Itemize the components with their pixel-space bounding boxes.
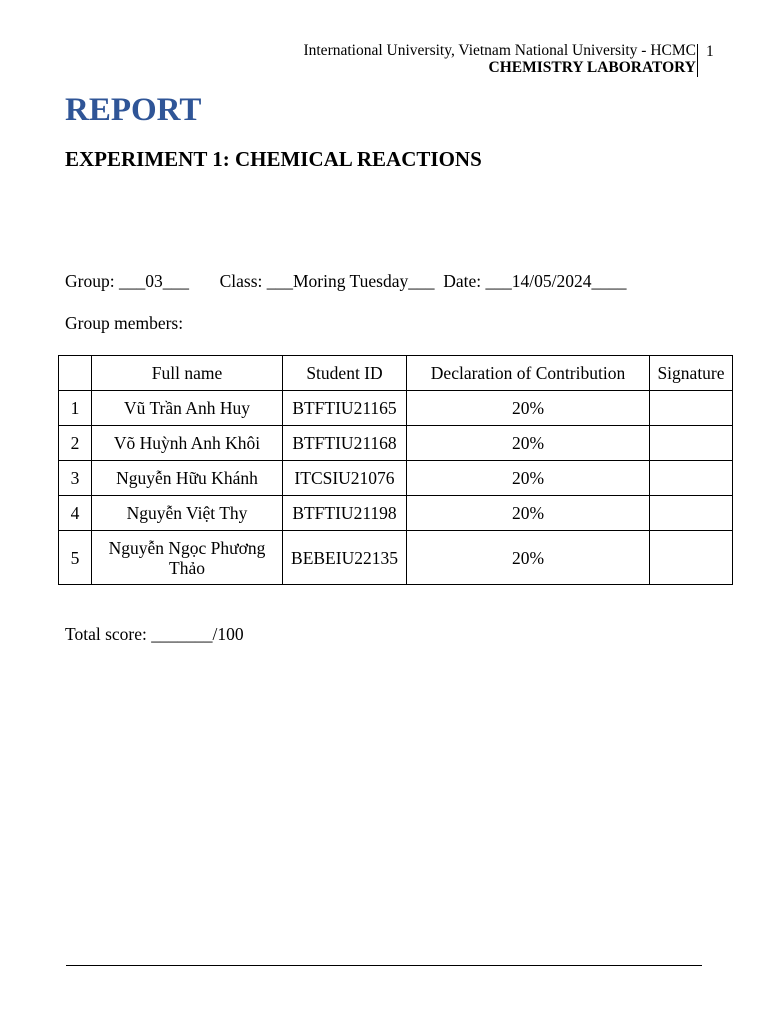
- header-cell-signature: Signature: [650, 356, 733, 391]
- contribution: 20%: [407, 426, 650, 461]
- report-title: REPORT: [65, 92, 202, 128]
- class-label: Class:: [219, 271, 267, 291]
- group-members-table: [58, 355, 733, 585]
- signature-cell: [650, 531, 733, 585]
- class-value: ___Moring Tuesday___: [266, 271, 435, 291]
- member-name: Nguyễn Việt Thy: [92, 496, 283, 531]
- header-cell-student-id: Student ID: [283, 356, 407, 391]
- page-number: [697, 44, 714, 77]
- total-score: [65, 624, 244, 645]
- member-name: Nguyễn Hữu Khánh: [92, 461, 283, 496]
- student-id: ITCSIU21076: [283, 461, 407, 496]
- table-row: [59, 426, 733, 461]
- table-row: [59, 531, 733, 585]
- row-number: 5: [59, 531, 92, 585]
- total-score-blank: _______: [151, 624, 213, 644]
- contribution: 20%: [407, 531, 650, 585]
- contribution: 20%: [407, 391, 650, 426]
- row-number: 4: [59, 496, 92, 531]
- member-name: Võ Huỳnh Anh Khôi: [92, 426, 283, 461]
- row-number: 2: [59, 426, 92, 461]
- member-name: Vũ Trần Anh Huy: [92, 391, 283, 426]
- total-score-label: Total score:: [65, 624, 152, 644]
- member-name: Nguyễn Ngọc Phương Thảo: [92, 531, 283, 585]
- table-row: [59, 461, 733, 496]
- contribution: 20%: [407, 461, 650, 496]
- info-line: [65, 271, 627, 292]
- signature-cell: [650, 391, 733, 426]
- date-value: ___14/05/2024____: [485, 271, 627, 291]
- page-number-text: 1: [706, 43, 714, 60]
- group-value: ___03___: [118, 271, 189, 291]
- table-header-row: [59, 356, 733, 391]
- header-cell-no: [59, 356, 92, 391]
- student-id: BTFTIU21168: [283, 426, 407, 461]
- student-id: BTFTIU21165: [283, 391, 407, 426]
- university-name: International University, Vietnam National University - HCMC: [303, 42, 696, 59]
- header-cell-contribution: Declaration of Contribution: [407, 356, 650, 391]
- group-members-label: Group members:: [65, 313, 184, 333]
- table-row: [59, 391, 733, 426]
- total-score-max: /100: [212, 624, 244, 644]
- contribution: 20%: [407, 496, 650, 531]
- table-row: [59, 496, 733, 531]
- date-label: Date:: [443, 271, 486, 291]
- row-number: 3: [59, 461, 92, 496]
- group-label: Group:: [65, 271, 119, 291]
- experiment-title: EXPERIMENT 1: CHEMICAL REACTIONS: [65, 147, 482, 171]
- footer-divider: [66, 965, 702, 966]
- signature-cell: [650, 496, 733, 531]
- student-id: BEBEIU22135: [283, 531, 407, 585]
- lab-name: CHEMISTRY LABORATORY: [488, 59, 696, 76]
- signature-cell: [650, 461, 733, 496]
- header-cell-full-name: Full name: [92, 356, 283, 391]
- signature-cell: [650, 426, 733, 461]
- student-id: BTFTIU21198: [283, 496, 407, 531]
- row-number: 1: [59, 391, 92, 426]
- page-header: [303, 42, 696, 76]
